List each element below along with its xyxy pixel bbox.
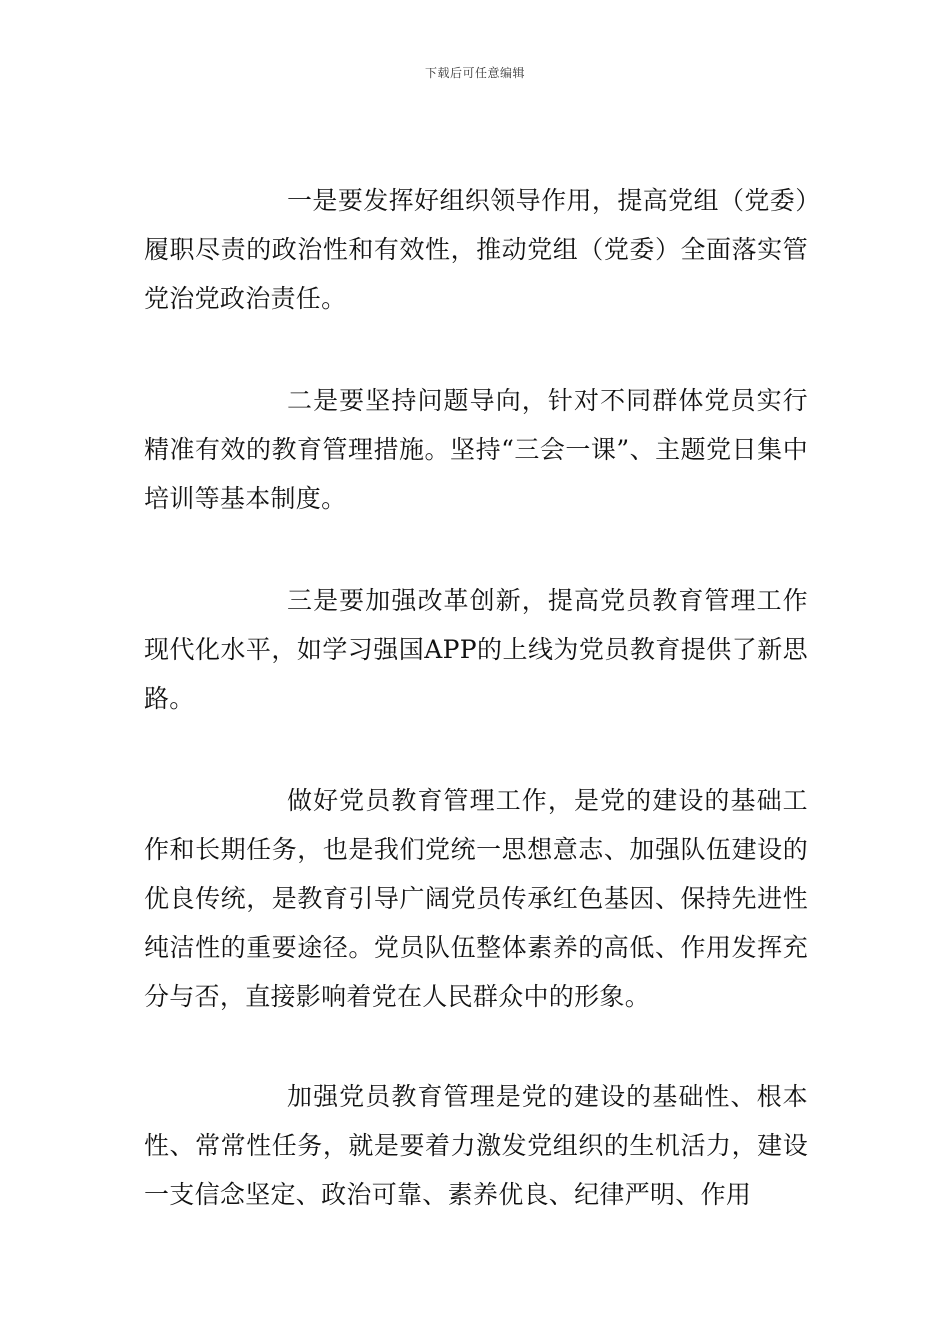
paragraph-4: 做好党员教育管理工作，是党的建设的基础工作和长期任务，也是我们党统一思想意志、加强队伍建设的优良传统，是教育引导广阔党员传承红色基因、保持先进性纯洁性的重要途径。党员队伍整体素养的高低、作用发挥充分与否，直接影响着党在人民群众中的形象。	[144, 786, 808, 1011]
paragraph-3: 三是要加强改革创新，提高党员教育管理工作现代化水平，如学习强国APP的上线为党员教育提供了新思路。	[144, 586, 808, 713]
paragraph-1: 一是要发挥好组织领导作用，提高党组（党委）履职尽责的政治性和有效性，推动党组（党委）全面落实管党治党政治责任。	[144, 186, 808, 313]
paragraph-5: 加强党员教育管理是党的建设的基础性、根本性、常常性任务，就是要着力激发党组织的生机活力，建设一支信念坚定、政治可靠、素养优良、纪律严明、作用	[144, 1082, 808, 1209]
page-header: 下载后可任意编辑	[424, 66, 525, 80]
paragraph-2: 二是要坚持问题导向，针对不同群体党员实行精准有效的教育管理措施。坚持“三会一课”、主题党日集中培训等基本制度。	[144, 386, 808, 513]
